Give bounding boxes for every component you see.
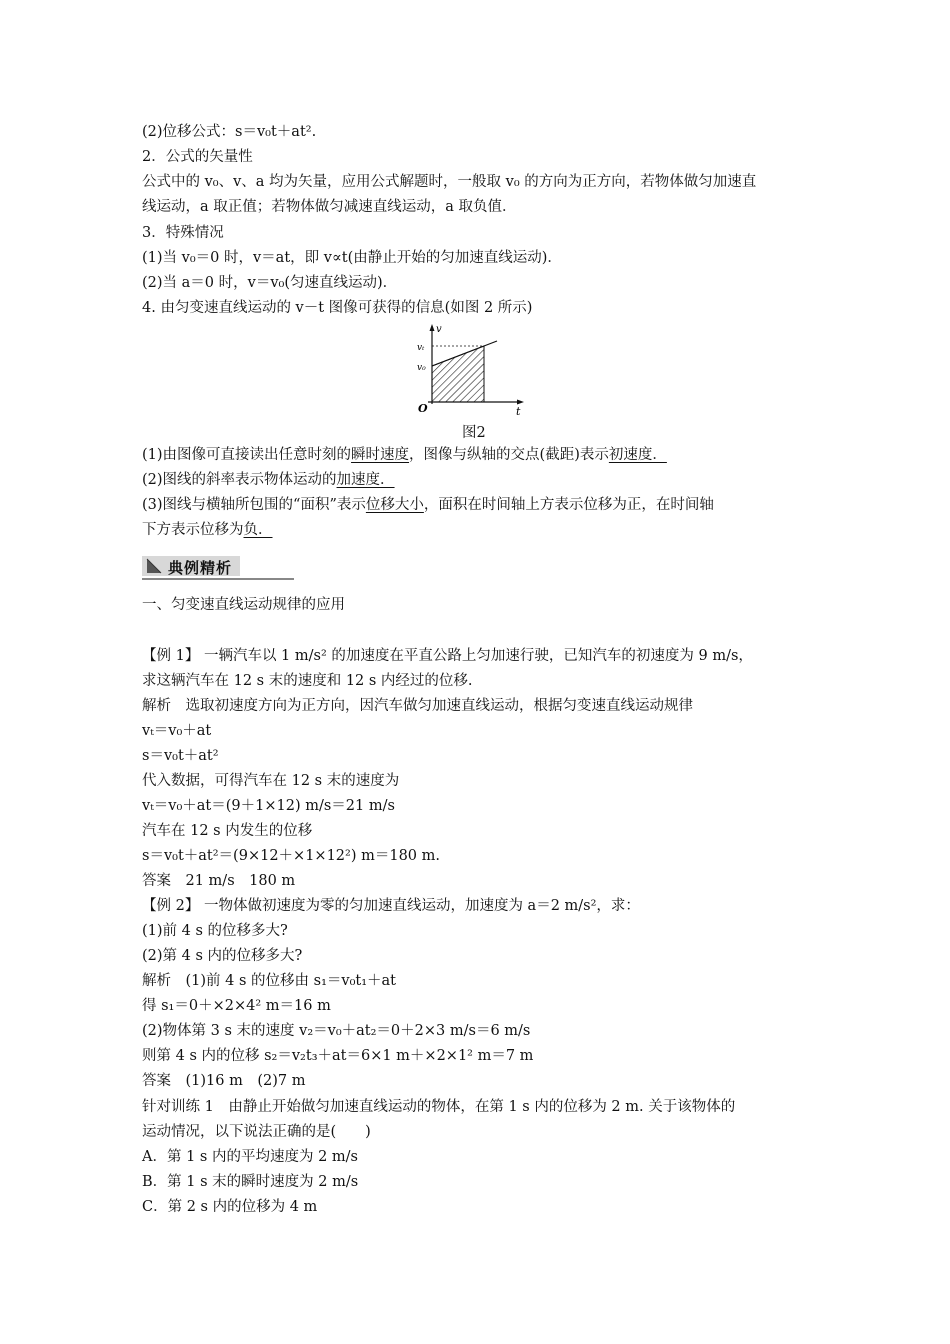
fill-blank: 负． <box>243 522 273 538</box>
example2-line: 则第 4 s 内的位移 s₂＝v₂t₃＋at＝6×1 m＋×2×1² m＝7 m <box>142 1048 534 1064</box>
info-text: ，图像与纵轴的交点(截距)表示 <box>409 447 609 463</box>
section-title: 典例精析 <box>168 559 233 577</box>
vt-label: vₜ <box>417 343 425 353</box>
example2-line: (1)前 4 s 的位移多大? <box>142 923 288 939</box>
info-line-1 <box>142 445 667 465</box>
figure-caption: 图2 <box>462 425 486 441</box>
training-line: 针对训练 1 由静止开始做匀加速直线运动的物体，在第 1 s 内的位移为 2 m. 关于该物体的 <box>142 1099 736 1115</box>
option-b: B．第 1 s 末的瞬时速度为 2 m/s <box>142 1174 359 1190</box>
axis-v-label: v <box>436 324 442 335</box>
corner-triangle-icon <box>146 558 162 574</box>
heading-graph-info: 4. 由匀变速直线运动的 v－t 图像可获得的信息(如图 2 所示) <box>142 300 533 316</box>
v-axis-arrow <box>430 324 435 331</box>
axis-t-label: t <box>516 405 521 417</box>
example2-line: (2)物体第 3 s 末的速度 v₂＝v₀＋at₂＝0＋2×3 m/s＝6 m/s <box>142 1023 531 1039</box>
example1-line: vₜ＝v₀＋at <box>142 723 212 739</box>
example2-line: 【例 2】 一物体做初速度为零的匀加速直线运动，加速度为 a＝2 m/s²，求： <box>142 898 640 914</box>
heading-special: 3．特殊情况 <box>142 225 224 241</box>
example1-line: 【例 1】 一辆汽车以 1 m/s² 的加速度在平直公路上匀加速行驶，已知汽车的初速度为 9 m/s， <box>142 648 753 664</box>
vector-text-2: 线运动，a 取正值；若物体做匀减速直线运动，a 取负值． <box>142 199 517 215</box>
fill-blank: 初速度． <box>608 447 667 463</box>
example2-answer: 答案 (1)16 m (2)7 m <box>142 1073 306 1089</box>
example1-line: 解析 选取初速度方向为正方向，因汽车做匀加速直线运动，根据匀变速直线运动规律 <box>142 698 693 714</box>
info-text: (3)图线与横轴所包围的“面积”表示 <box>142 497 366 513</box>
training-line: 运动情况，以下说法正确的是( ) <box>142 1124 371 1140</box>
example1-line: s＝v₀t＋at² <box>142 748 219 764</box>
example2-line: (2)第 4 s 内的位移多大? <box>142 948 303 964</box>
vt-graph-figure <box>412 322 532 417</box>
special-case-2: (2)当 a＝0 时，v＝v₀(匀速直线运动)． <box>142 275 398 291</box>
example1-line: s＝v₀t＋at²＝(9×12＋×1×12²) m＝180 m. <box>142 848 440 864</box>
area-region <box>432 346 484 402</box>
info-text: ，面积在时间轴上方表示位移为正，在时间轴 <box>423 497 714 513</box>
info-line-3 <box>142 495 714 515</box>
example2-line: 得 s₁＝0＋×2×4² m＝16 m <box>142 998 331 1014</box>
section-header <box>142 556 294 580</box>
info-text: (1)由图像可直接读出任意时刻的 <box>142 447 352 463</box>
formula-displacement: (2)位移公式：s＝v₀t＋at². <box>142 124 317 140</box>
section-underline <box>142 578 294 580</box>
info-text: (2)图线的斜率表示物体运动的 <box>142 472 337 488</box>
fill-blank: 加速度． <box>336 472 395 488</box>
example1-line: 代入数据，可得汽车在 12 s 末的速度为 <box>142 773 400 789</box>
example1-line: vₜ＝v₀＋at＝(9＋1×12) m/s＝21 m/s <box>142 798 395 814</box>
fill-blank: 位移大小 <box>365 497 424 513</box>
info-line-4 <box>142 520 273 540</box>
example2-line: 解析 (1)前 4 s 的位移由 s₁＝v₀t₁＋at <box>142 973 397 989</box>
option-a: A．第 1 s 内的平均速度为 2 m/s <box>142 1149 358 1165</box>
t-axis-arrow <box>517 400 524 405</box>
fill-blank: 瞬时速度 <box>351 447 410 463</box>
info-text: 下方表示位移为 <box>142 522 244 538</box>
v0-label: v₀ <box>417 363 426 373</box>
vector-text-1: 公式中的 v₀、v、a 均为矢量，应用公式解题时，一般取 v₀ 的方向为正方向，若物体做匀加速直 <box>142 174 757 190</box>
origin-label: O <box>418 402 428 415</box>
example1-line: 求这辆汽车在 12 s 末的速度和 12 s 内经过的位移. <box>142 673 473 689</box>
subsection-heading: 一、匀变速直线运动规律的应用 <box>142 597 345 613</box>
info-line-2 <box>142 470 395 490</box>
heading-vector: 2．公式的矢量性 <box>142 149 253 165</box>
example1-answer: 答案 21 m/s 180 m <box>142 873 296 889</box>
example1-line: 汽车在 12 s 内发生的位移 <box>142 823 313 839</box>
option-c: C．第 2 s 内的位移为 4 m <box>142 1199 318 1215</box>
special-case-1: (1)当 v₀＝0 时，v＝at，即 v∝t(由静止开始的匀加速直线运动)． <box>142 250 562 266</box>
